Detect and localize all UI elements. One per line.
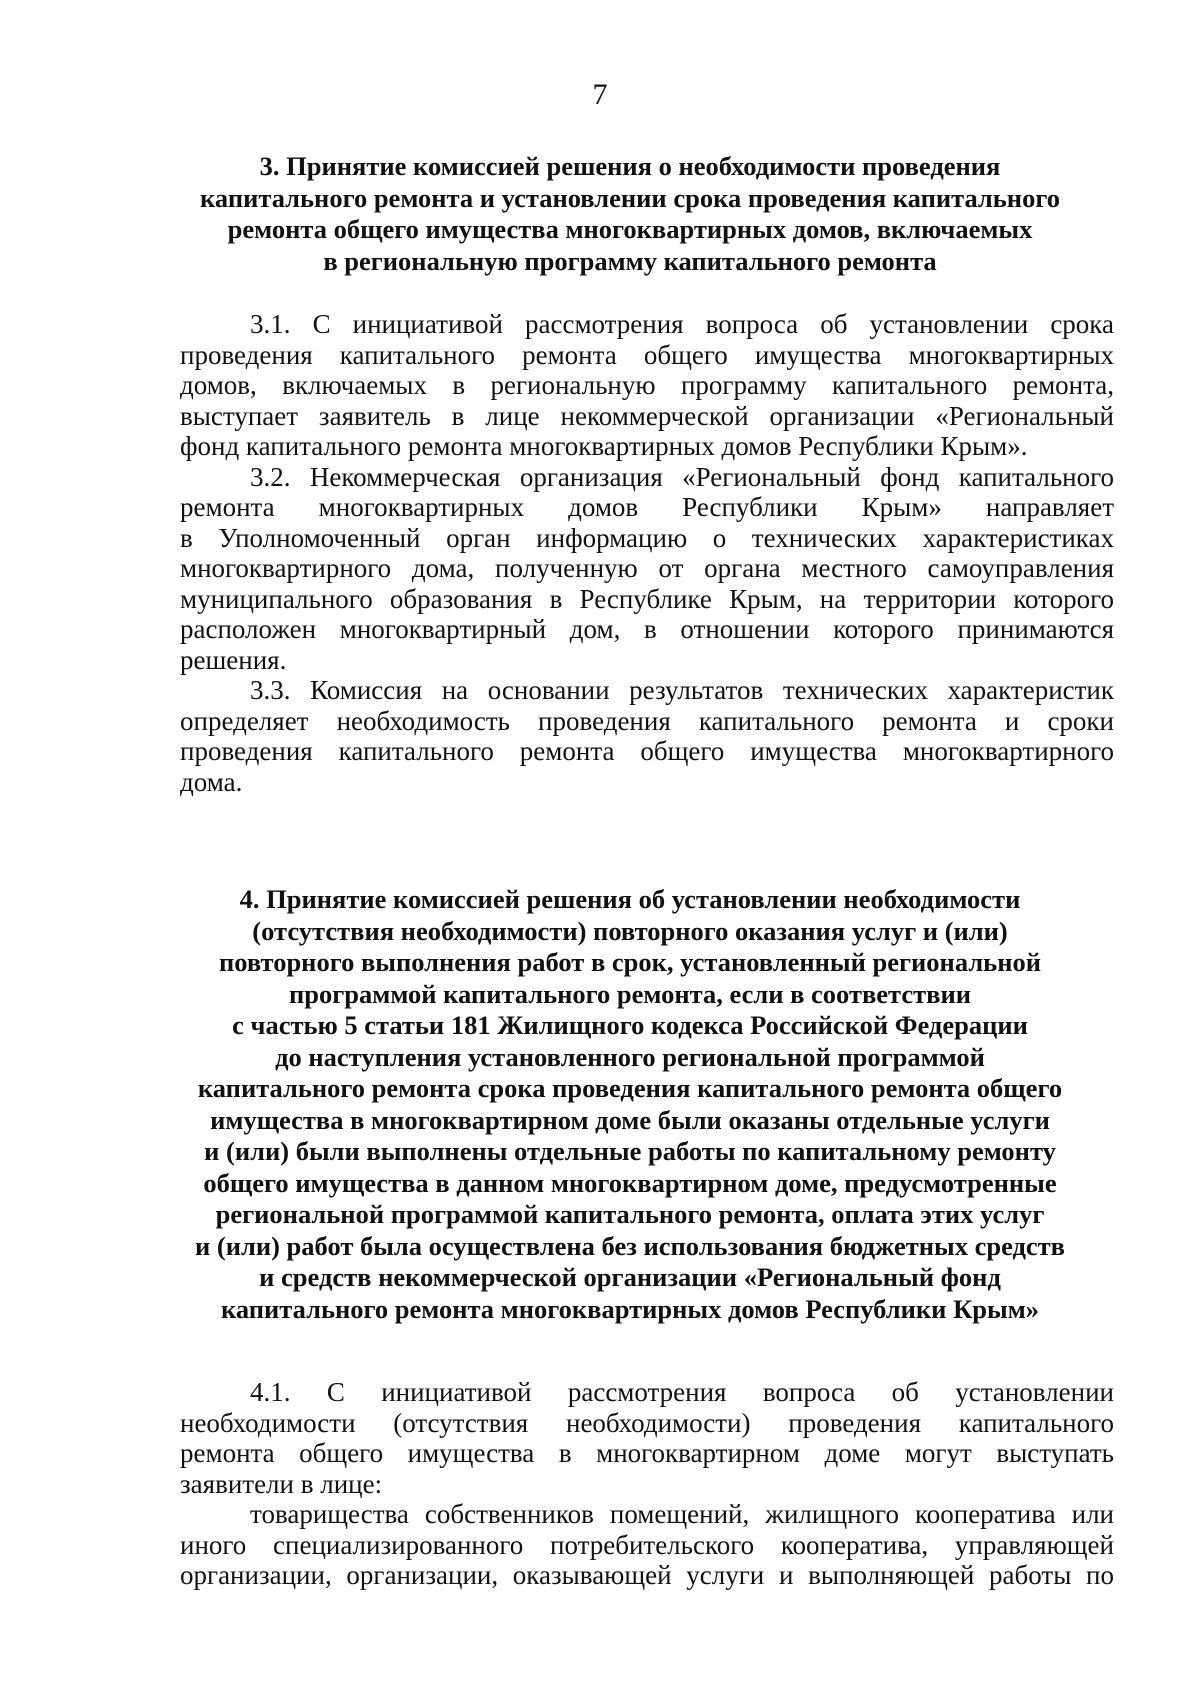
heading-line: капитального ремонта и установлении срока проведения капитального — [200, 182, 1060, 213]
section-4-heading — [180, 884, 1080, 1325]
heading-line: общего имущества в данном многоквартирном доме, предусмотренные — [203, 1167, 1057, 1198]
paragraph-3-3 — [180, 675, 1114, 797]
heading-line: 3. Принятие комиссией решения о необходимости проведения — [259, 151, 1001, 181]
heading-line: в региональную программу капитального ремонта — [323, 245, 937, 276]
text-line: проведения капитального ремонта общего имущества многоквартирного — [180, 736, 1114, 766]
text-line: необходимости (отсутствия необходимости) проведения капитального — [180, 1407, 1114, 1438]
text-line: ремонта общего имущества в многоквартирном доме могут выступать — [180, 1438, 1114, 1468]
section-3-heading — [180, 151, 1080, 277]
text-line: организации, организации, оказывающей услуги и выполняющей работы по — [180, 1560, 1114, 1590]
text-line: дома. — [180, 766, 243, 797]
text-line: ремонта многоквартирных домов Республики Крым» направляет — [180, 492, 1114, 522]
text-line: определяет необходимость проведения капитального ремонта и сроки — [180, 705, 1114, 736]
heading-line: ремонта общего имущества многоквартирных домов, включаемых — [227, 214, 1033, 244]
page-number: 7 — [592, 78, 608, 111]
text-line: товарищества собственников помещений, жилищного кооператива или — [250, 1499, 1114, 1529]
paragraph-4-1-list — [180, 1499, 1114, 1591]
text-line: иного специализированного потребительского кооператива, управляющей — [180, 1529, 1114, 1560]
section-4-body — [180, 1377, 1114, 1591]
heading-line: капитального ремонта многоквартирных домов Республики Крым» — [220, 1293, 1040, 1324]
heading-line: (отсутствия необходимости) повторного оказания услуг и (или) — [252, 915, 1008, 946]
text-line: 3.2. Некоммерческая организация «Региональный фонд капитального — [250, 461, 1114, 492]
heading-line: и средств некоммерческой организации «Региональный фонд — [259, 1262, 1001, 1292]
text-line: 4.1. С инициативой рассмотрения вопроса об установлении — [250, 1377, 1114, 1407]
heading-line: с частью 5 статьи 181 Жилищного кодекса Российской Федерации — [232, 1010, 1028, 1040]
heading-line: повторного выполнения работ в срок, установленный региональной — [219, 947, 1041, 977]
heading-line: программой капитального ремонта, если в соответствии — [288, 978, 972, 1009]
text-line: муниципального образования в Республике Крым, на территории которого — [180, 583, 1114, 614]
text-line: проведения капитального ремонта общего имущества многоквартирных — [180, 339, 1114, 370]
heading-line: и (или) были выполнены отдельные работы по капитальному ремонту — [204, 1136, 1056, 1166]
text-line: многоквартирного дома, полученную от органа местного самоуправления — [180, 553, 1114, 583]
text-line: заявители в лице: — [180, 1468, 383, 1499]
text-line: 3.3. Комиссия на основании результатов технических характеристик — [250, 675, 1114, 705]
heading-line: капитального ремонта срока проведения капитального ремонта общего — [197, 1073, 1063, 1103]
text-line: выступает заявитель в лице некоммерческой организации «Региональный — [180, 400, 1114, 431]
paragraph-3-1 — [180, 309, 1114, 462]
text-line: домов, включаемых в региональную программу капитального ремонта, — [180, 370, 1114, 400]
text-line: решения. — [180, 644, 287, 675]
heading-line: и (или) работ была осуществлена без использования бюджетных средств — [194, 1230, 1065, 1261]
section-3-body — [180, 309, 1114, 797]
text-line: фонд капитального ремонта многоквартирных домов Республики Крым». — [180, 431, 1028, 461]
heading-line: региональной программой капитального ремонта, оплата этих услуг — [215, 1199, 1045, 1229]
text-line: 3.1. С инициативой рассмотрения вопроса об установлении срока — [250, 309, 1114, 339]
text-line: расположен многоквартирный дом, в отношении которого принимаются — [180, 614, 1114, 644]
paragraph-3-2 — [180, 462, 1114, 676]
paragraph-4-1 — [180, 1377, 1114, 1499]
heading-line: 4. Принятие комиссией решения об установлении необходимости — [239, 884, 1021, 914]
text-line: в Уполномоченный орган информацию о технических характеристиках — [180, 522, 1114, 553]
heading-line: имущества в многоквартирном доме были оказаны отдельные услуги — [210, 1104, 1050, 1135]
heading-line: до наступления установленного региональной программой — [275, 1041, 985, 1072]
